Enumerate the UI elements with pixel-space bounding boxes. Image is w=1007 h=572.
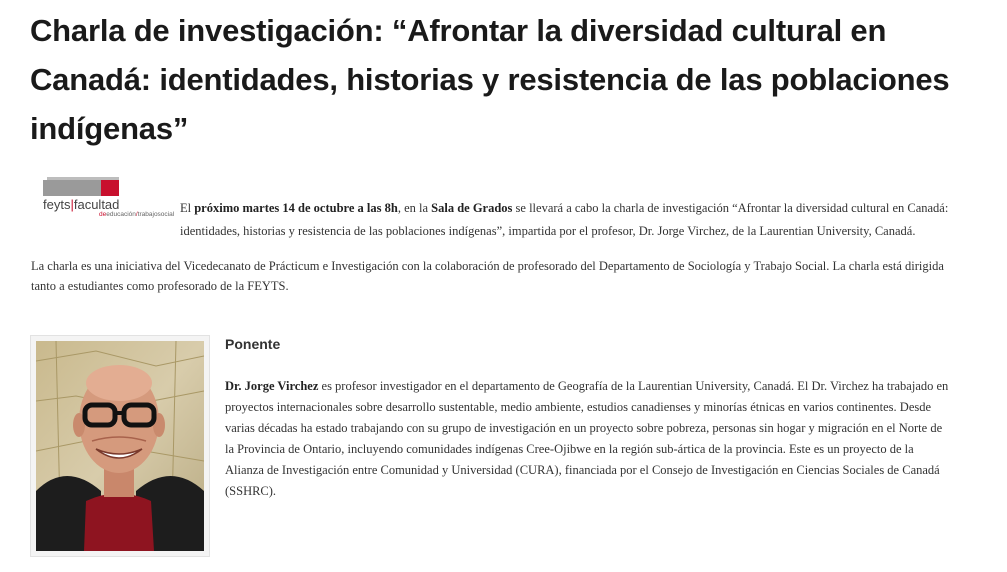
speaker-bio: Dr. Jorge Virchez es profesor investigador en el departamento de Geografía de la Laurentian University, Canadá. El Dr. Virchez ha trabajado en proyectos internacionales sobre desarrollo sustentable, medio ambiente, estudios canadienses y minorías étnicas en varios continentes. Desde varias décadas ha estado trabajando con su grupo de investigación en un proyecto sobre pobreza, personas sin hogar y migración en el Norte de la Provincia de Ontario, incluyendo comunidades indígenas Cree-Ojibwe en la región sub-ártica de la provincia. Este es un proyecto de la Alianza de Investigación entre Comunidad y Universidad (CURA), financiada por el Consejo de Investigación en Ciencias Sociales de Canadá (SSHRC). xyxy=(225,379,949,498)
feyts-logo: feyts|facultad deeducación/trabajosocial xyxy=(43,180,163,220)
speaker-photo xyxy=(30,335,210,557)
intro-paragraph: El próximo martes 14 de octubre a las 8h, en la Sala de Grados se llevará a cabo la charla de investigación “Afrontar la diversidad cultural en Canadá: identidades, historias y resistencia de las poblaciones indígenas”, impartida por el profesor, Dr. Jorge Virchez, de la Laurentian University, Canadá. xyxy=(180,201,949,238)
initiative-paragraph: La charla es una iniciativa del Vicedecanato de Prácticum e Investigación con la colaboración de profesorado del Departamento de Sociología y Trabajo Social. La charla está dirigida tanto a estudiantes como profesorado de la FEYTS. xyxy=(31,259,944,293)
portrait-image xyxy=(36,341,204,551)
article-title: Charla de investigación: “Afrontar la diversidad cultural en Canadá: identidades, historias y resistencia de las poblaciones indígenas” xyxy=(30,13,950,146)
speaker-heading: Ponente xyxy=(225,336,281,352)
